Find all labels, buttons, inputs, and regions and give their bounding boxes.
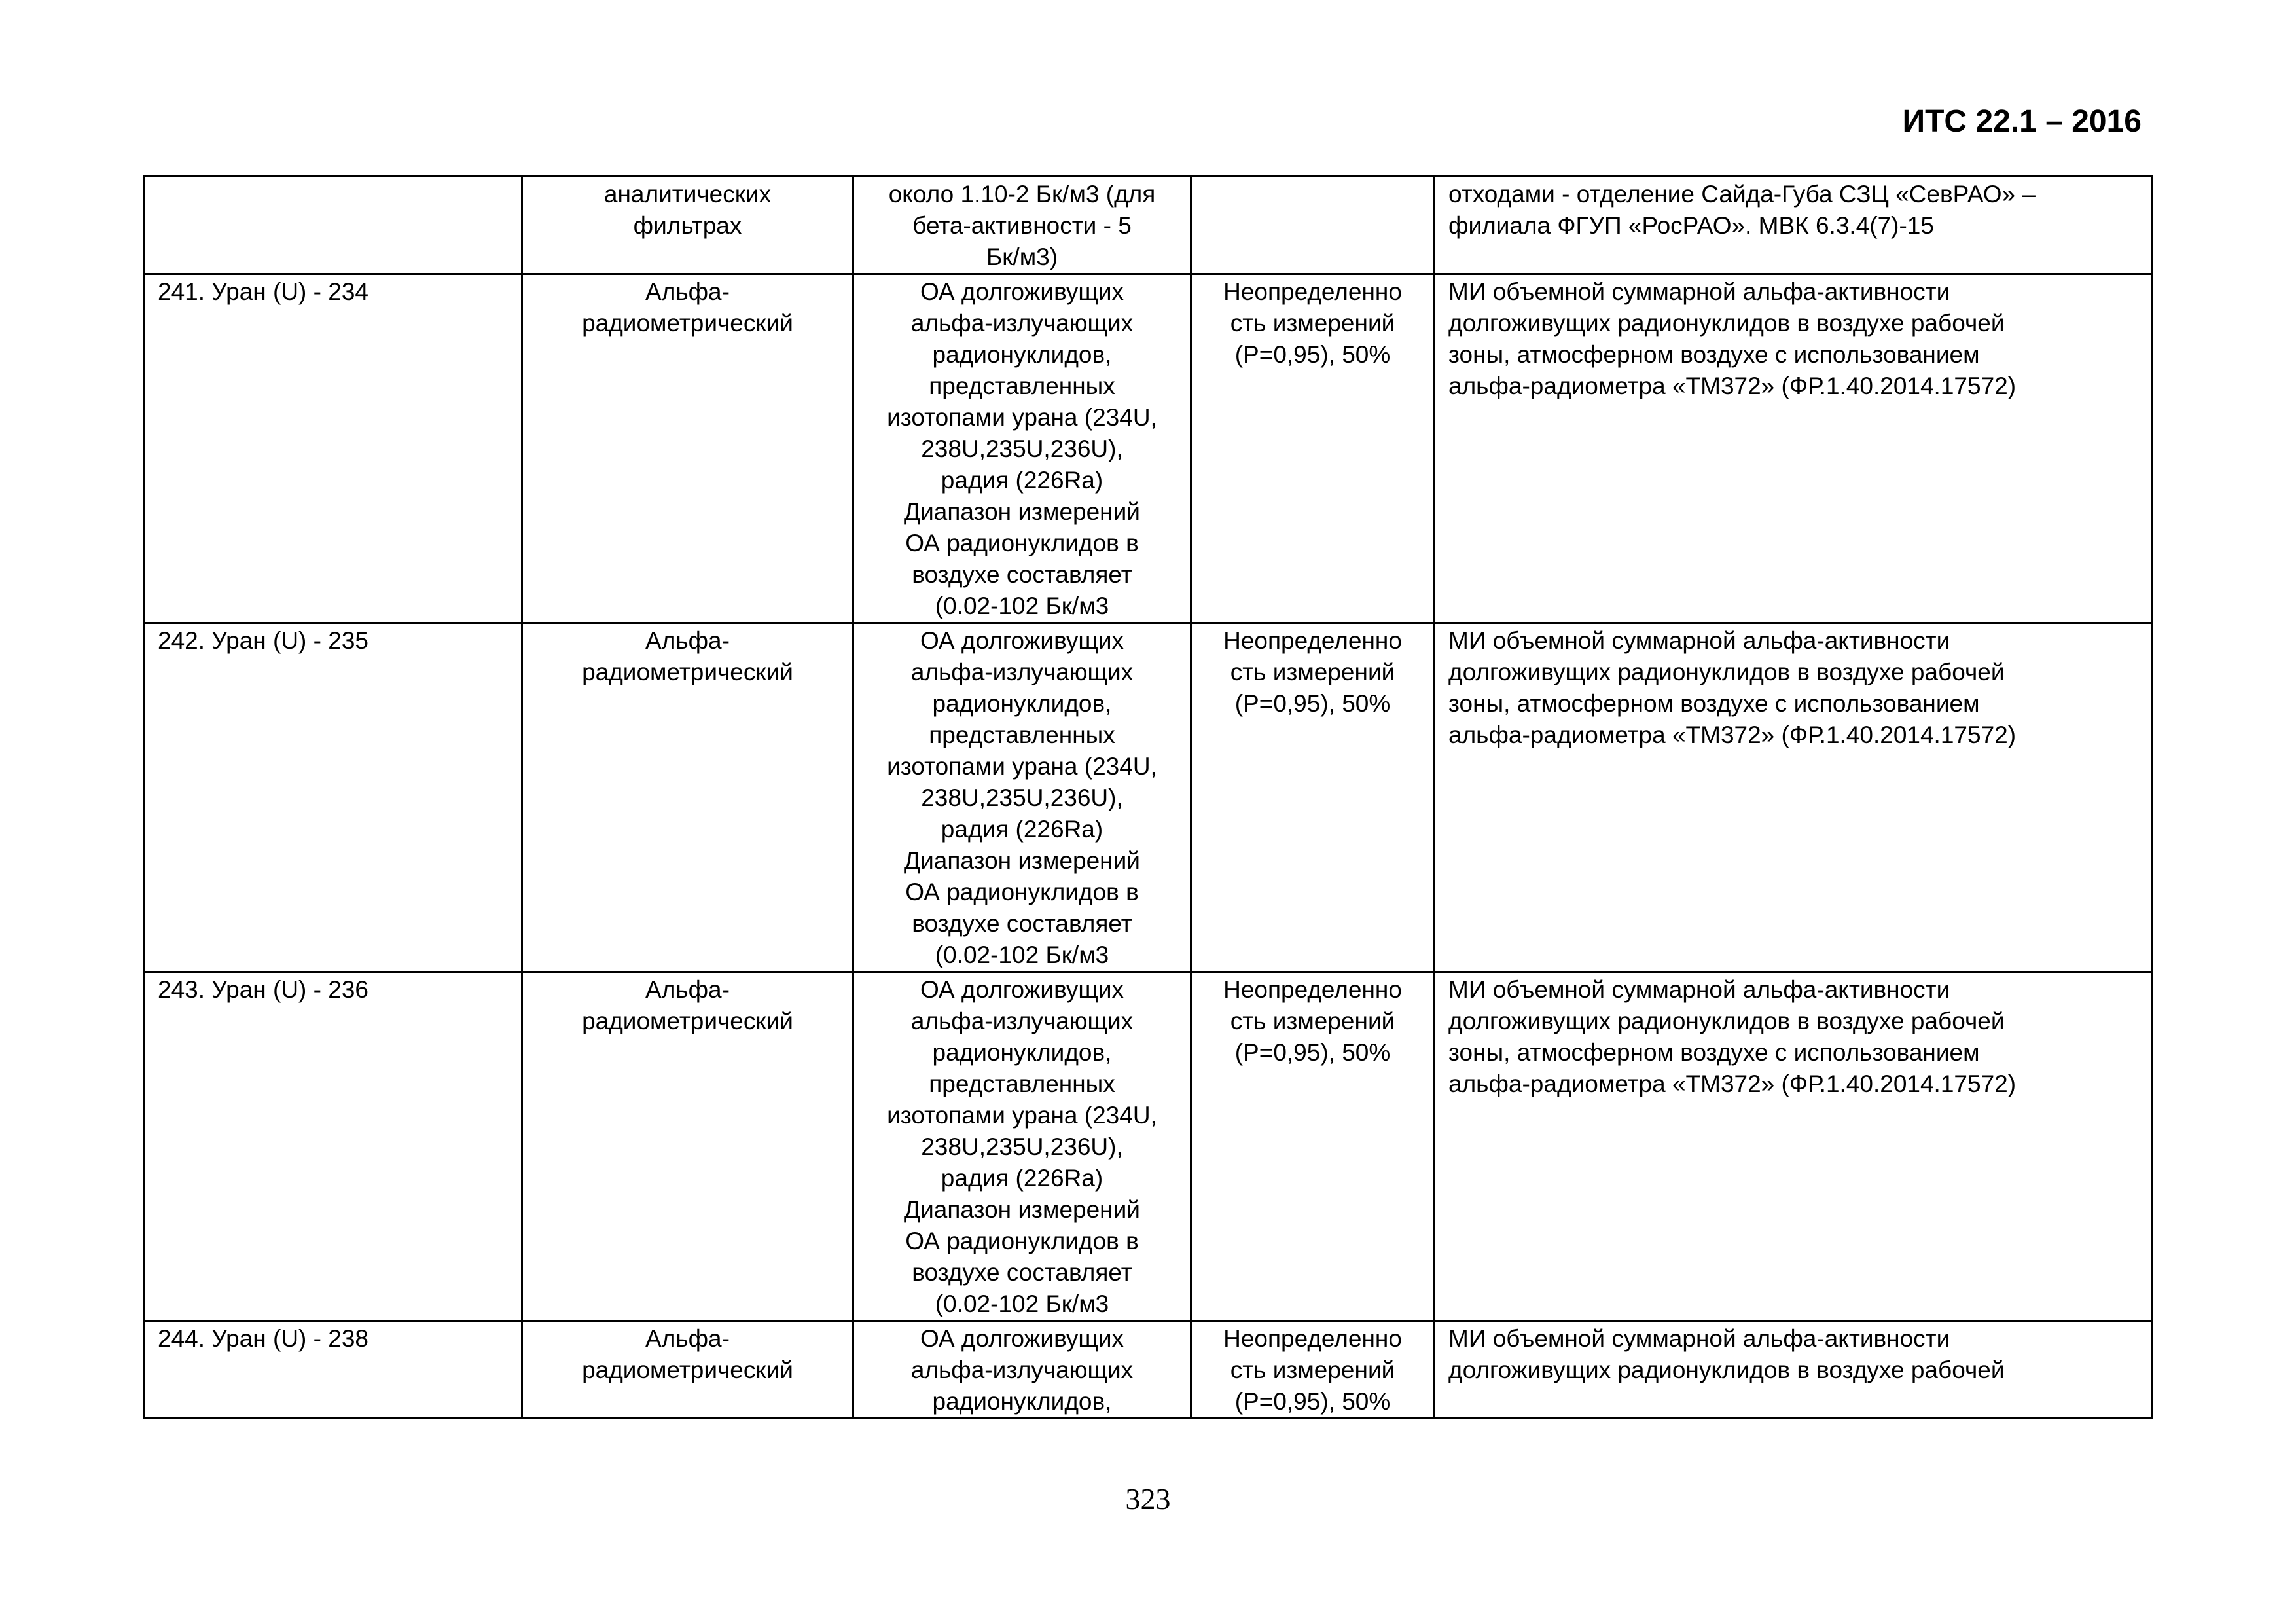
cell-line: альфа-излучающих: [910, 310, 1134, 337]
cell-line: Неопределенно: [1223, 976, 1402, 1003]
cell-line: зоны, атмосферном воздухе с использованием: [1448, 341, 1980, 368]
cell-line: ОА долгоживущих: [920, 278, 1124, 305]
cell-line: отходами - отделение Сайда-Губа СЗЦ «СевРАО» –: [1448, 181, 2036, 208]
table-row-continued: [144, 177, 2152, 274]
uncertainty-cell: [1191, 623, 1435, 972]
cell-line: ОА долгоживущих: [920, 1325, 1124, 1352]
cell-line: (0.02-102 Бк/м3: [935, 593, 1109, 619]
cell-line: (P=0,95), 50%: [1234, 690, 1391, 717]
cell-line: радия (226Ra): [941, 467, 1103, 494]
cell-line: Диапазон измерений: [904, 498, 1140, 525]
substance-cell: [144, 1321, 522, 1419]
cell-line: 243. Уран (U) - 236: [158, 976, 368, 1003]
cell-line: 238U,235U,236U),: [921, 784, 1123, 811]
cell-line: Неопределенно: [1223, 1325, 1402, 1352]
cell-line: долгоживущих радионуклидов в воздухе рабочей: [1448, 1008, 2005, 1034]
uncertainty-cell: [1191, 1321, 1435, 1419]
cell-line: радиометрический: [582, 659, 793, 685]
cell-line: 242. Уран (U) - 235: [158, 627, 368, 654]
cell-line: (0.02-102 Бк/м3: [935, 1290, 1109, 1317]
cell-line: 244. Уран (U) - 238: [158, 1325, 368, 1352]
cell-line: сть измерений: [1230, 1357, 1395, 1383]
cell-line: радиометрический: [582, 1357, 793, 1383]
cell-line: альфа-излучающих: [910, 1008, 1134, 1034]
cell-line: альфа-излучающих: [910, 1357, 1134, 1383]
measurement-range-cell: [853, 972, 1191, 1321]
method-document-cell: [1435, 274, 2152, 623]
cell-line: альфа-радиометра «ТМ372» (ФР.1.40.2014.17572): [1448, 373, 2017, 399]
cell-line: Альфа-: [645, 278, 730, 305]
cell-line: воздухе составляет: [912, 561, 1132, 588]
cell-line: радионуклидов,: [932, 341, 1112, 368]
cell-line: изотопами урана (234U,: [887, 404, 1157, 431]
cell-line: 241. Уран (U) - 234: [158, 278, 368, 305]
method-cell: [522, 972, 853, 1321]
cell-line: МИ объемной суммарной альфа-активности: [1448, 976, 1950, 1003]
cell-line: фильтрах: [633, 212, 742, 239]
cell-line: МИ объемной суммарной альфа-активности: [1448, 278, 1950, 305]
cell-line: (P=0,95), 50%: [1234, 341, 1391, 368]
cell-line: изотопами урана (234U,: [887, 753, 1157, 780]
cell-line: воздухе составляет: [912, 1259, 1132, 1286]
cell-line: представленных: [929, 721, 1115, 748]
cell-line: около 1.10-2 Бк/м3 (для: [888, 181, 1156, 208]
table-row-243: [144, 972, 2152, 1321]
cell-line: радионуклидов,: [932, 1388, 1112, 1415]
cell-line: сть измерений: [1230, 659, 1395, 685]
method-cell: [522, 274, 853, 623]
cell-line: (P=0,95), 50%: [1234, 1388, 1391, 1415]
cell-line: альфа-радиометра «ТМ372» (ФР.1.40.2014.17572): [1448, 721, 2017, 748]
cell-line: представленных: [929, 1070, 1115, 1097]
uncertainty-cell: [1191, 274, 1435, 623]
cell-line: Неопределенно: [1223, 627, 1402, 654]
cell-line: воздухе составляет: [912, 910, 1132, 937]
cell-line: ОА долгоживущих: [920, 627, 1124, 654]
cell-line: радиометрический: [582, 310, 793, 337]
measurement-range-cell: [853, 1321, 1191, 1419]
table-row-241: [144, 274, 2152, 623]
cell-line: изотопами урана (234U,: [887, 1102, 1157, 1129]
cell-line: радионуклидов,: [932, 690, 1112, 717]
method-document-cell: [1435, 972, 2152, 1321]
document-code-header: ИТС 22.1 – 2016: [1902, 104, 2142, 139]
cell-line: долгоживущих радионуклидов в воздухе рабочей: [1448, 1357, 2005, 1383]
cell-line: радионуклидов,: [932, 1039, 1112, 1066]
cell-line: сть измерений: [1230, 310, 1395, 337]
method-cell: [522, 623, 853, 972]
substance-cell: [144, 177, 522, 274]
measurement-methods-table: [143, 175, 2153, 1419]
cell-line: Альфа-: [645, 1325, 730, 1352]
cell-line: зоны, атмосферном воздухе с использованием: [1448, 1039, 1980, 1066]
cell-line: радия (226Ra): [941, 816, 1103, 843]
cell-line: Неопределенно: [1223, 278, 1402, 305]
cell-line: ОА радионуклидов в: [905, 1228, 1139, 1254]
cell-line: бета-активности - 5: [912, 212, 1132, 239]
cell-line: радия (226Ra): [941, 1165, 1103, 1192]
cell-line: сть измерений: [1230, 1008, 1395, 1034]
method-document-cell: [1435, 1321, 2152, 1419]
cell-line: Бк/м3): [986, 244, 1058, 270]
method-document-cell: [1435, 623, 2152, 972]
method-document-cell: [1435, 177, 2152, 274]
cell-line: филиала ФГУП «РосРАО». МВК 6.3.4(7)-15: [1448, 212, 1934, 239]
uncertainty-cell: [1191, 177, 1435, 274]
cell-line: ОА долгоживущих: [920, 976, 1124, 1003]
measurement-range-cell: [853, 274, 1191, 623]
substance-cell: [144, 972, 522, 1321]
cell-line: Диапазон измерений: [904, 1196, 1140, 1223]
cell-line: ОА радионуклидов в: [905, 530, 1139, 556]
measurement-range-cell: [853, 623, 1191, 972]
cell-line: Диапазон измерений: [904, 847, 1140, 874]
cell-line: МИ объемной суммарной альфа-активности: [1448, 627, 1950, 654]
cell-line: представленных: [929, 373, 1115, 399]
table-row-244: [144, 1321, 2152, 1419]
substance-cell: [144, 274, 522, 623]
cell-line: долгоживущих радионуклидов в воздухе рабочей: [1448, 659, 2005, 685]
cell-line: (P=0,95), 50%: [1234, 1039, 1391, 1066]
page-number: 323: [1125, 1482, 1171, 1516]
cell-line: долгоживущих радионуклидов в воздухе рабочей: [1448, 310, 2005, 337]
cell-line: альфа-радиометра «ТМ372» (ФР.1.40.2014.17572): [1448, 1070, 2017, 1097]
cell-line: зоны, атмосферном воздухе с использованием: [1448, 690, 1980, 717]
cell-line: аналитических: [603, 181, 772, 208]
uncertainty-cell: [1191, 972, 1435, 1321]
method-cell: [522, 177, 853, 274]
substance-cell: [144, 623, 522, 972]
cell-line: радиометрический: [582, 1008, 793, 1034]
cell-line: Альфа-: [645, 976, 730, 1003]
cell-line: 238U,235U,236U),: [921, 435, 1123, 462]
measurement-range-cell: [853, 177, 1191, 274]
table-row-242: [144, 623, 2152, 972]
cell-line: 238U,235U,236U),: [921, 1133, 1123, 1160]
cell-line: альфа-излучающих: [910, 659, 1134, 685]
method-cell: [522, 1321, 853, 1419]
cell-line: МИ объемной суммарной альфа-активности: [1448, 1325, 1950, 1352]
cell-line: ОА радионуклидов в: [905, 879, 1139, 905]
cell-line: (0.02-102 Бк/м3: [935, 941, 1109, 968]
cell-line: Альфа-: [645, 627, 730, 654]
